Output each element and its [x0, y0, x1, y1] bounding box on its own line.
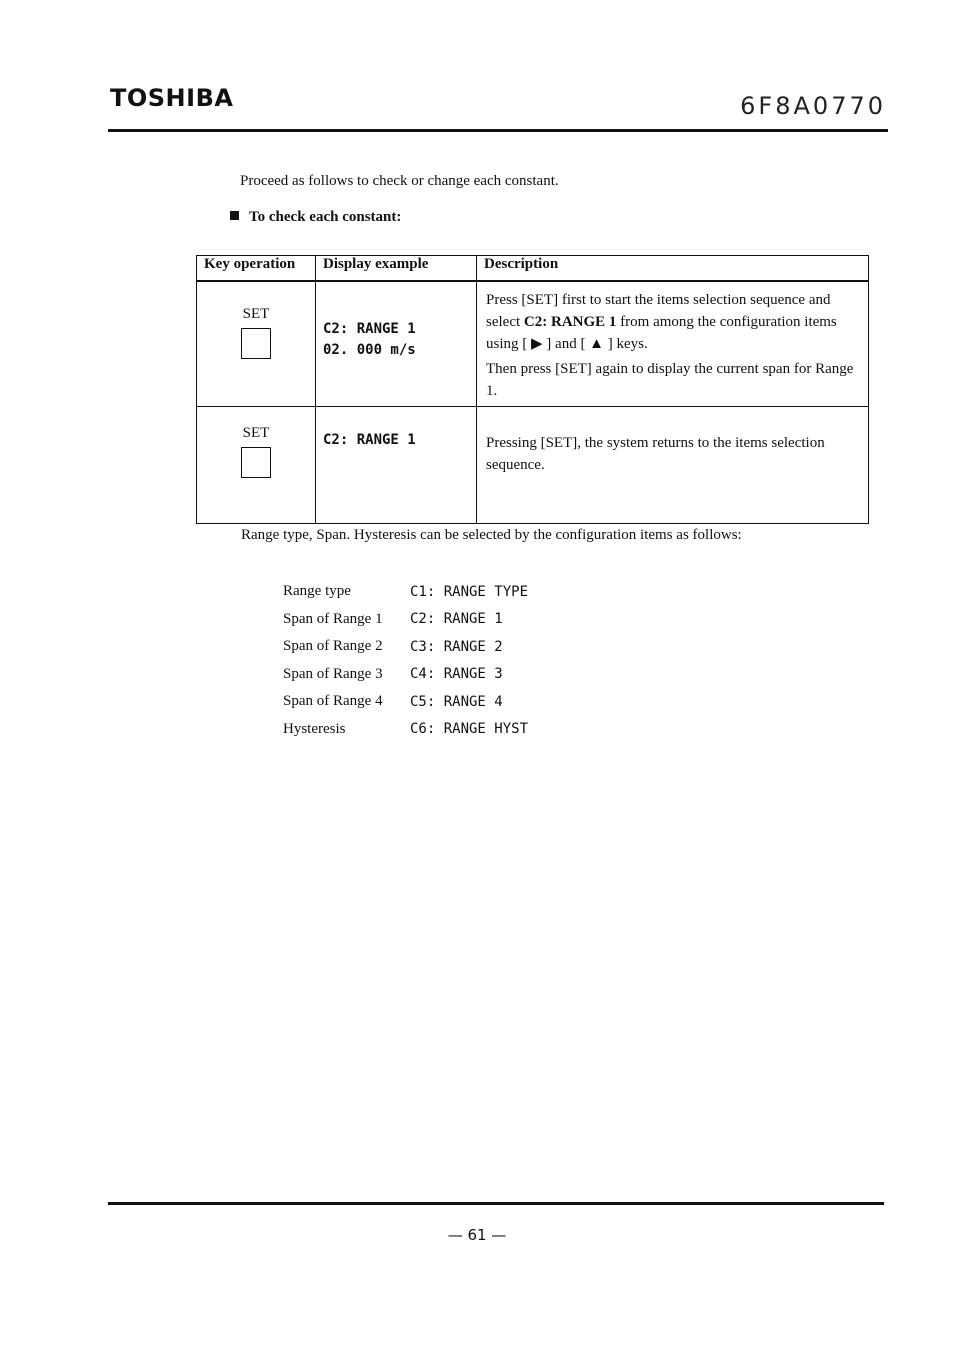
display-line: 02. 000 m/s	[323, 342, 416, 358]
config-code: C5: RANGE 4	[410, 693, 503, 710]
key-operation-table	[196, 255, 869, 524]
header-display-example: Display example	[316, 256, 477, 282]
square-bullet-icon	[230, 211, 239, 220]
display-line: C2: RANGE 1	[323, 321, 416, 337]
key-cell	[197, 407, 316, 524]
description-text: from among the configuration items using [ ▶ ] and [ ▲ ] keys.	[486, 314, 837, 352]
intro-text: Proceed as follows to check or change each constant.	[240, 173, 559, 189]
description-text: Press [SET] first to start the items selection sequence and select	[486, 292, 831, 330]
config-code: C3: RANGE 2	[410, 638, 503, 655]
header-description: Description	[477, 256, 869, 282]
description-cell	[477, 407, 869, 524]
header-key-operation: Key operation	[197, 256, 316, 282]
footer-rule	[108, 1202, 884, 1205]
config-name: Span of Range 2	[283, 638, 383, 655]
list-item	[283, 688, 528, 716]
brand-logo: TOSHIBA	[110, 84, 234, 112]
config-name: Span of Range 1	[283, 610, 383, 627]
list-item	[283, 633, 528, 661]
key-label: SET	[242, 306, 270, 322]
key-label: SET	[242, 425, 270, 441]
config-code: C4: RANGE 3	[410, 666, 503, 683]
display-cell	[316, 281, 477, 407]
config-name: Span of Range 3	[283, 665, 383, 682]
config-name: Range type	[283, 583, 351, 600]
config-name: Span of Range 4	[283, 693, 383, 710]
table-row	[197, 281, 869, 407]
list-item	[283, 716, 528, 744]
subheading-text: To check each constant:	[249, 209, 402, 225]
description-paragraph: Then press [SET] again to display the current span for Range 1.	[486, 361, 854, 399]
header-rule	[108, 129, 888, 132]
table-row	[197, 407, 869, 524]
set-key-icon	[241, 447, 271, 478]
config-name: Hysteresis	[283, 720, 346, 737]
config-code: C1: RANGE TYPE	[410, 583, 529, 600]
config-code: C6: RANGE HYST	[410, 721, 529, 738]
list-item	[283, 661, 528, 689]
config-code: C2: RANGE 1	[410, 611, 503, 628]
subheading	[230, 209, 401, 226]
set-key-icon	[241, 328, 271, 359]
description-cell	[477, 281, 869, 407]
config-item-list	[283, 578, 528, 743]
display-cell	[316, 407, 477, 524]
range-intro-text: Range type, Span. Hysteresis can be selected by the configuration items as follows:	[241, 527, 742, 543]
page-number: — 61 —	[447, 1226, 507, 1244]
display-line: C2: RANGE 1	[323, 432, 416, 448]
list-item	[283, 578, 528, 606]
description-paragraph	[486, 289, 858, 355]
key-cell	[197, 281, 316, 407]
description-bold: C2: RANGE 1	[523, 314, 617, 330]
list-item	[283, 606, 528, 634]
description-paragraph: Pressing [SET], the system returns to the items selection sequence.	[486, 435, 825, 473]
document-number: 6F8A0770	[740, 92, 886, 120]
